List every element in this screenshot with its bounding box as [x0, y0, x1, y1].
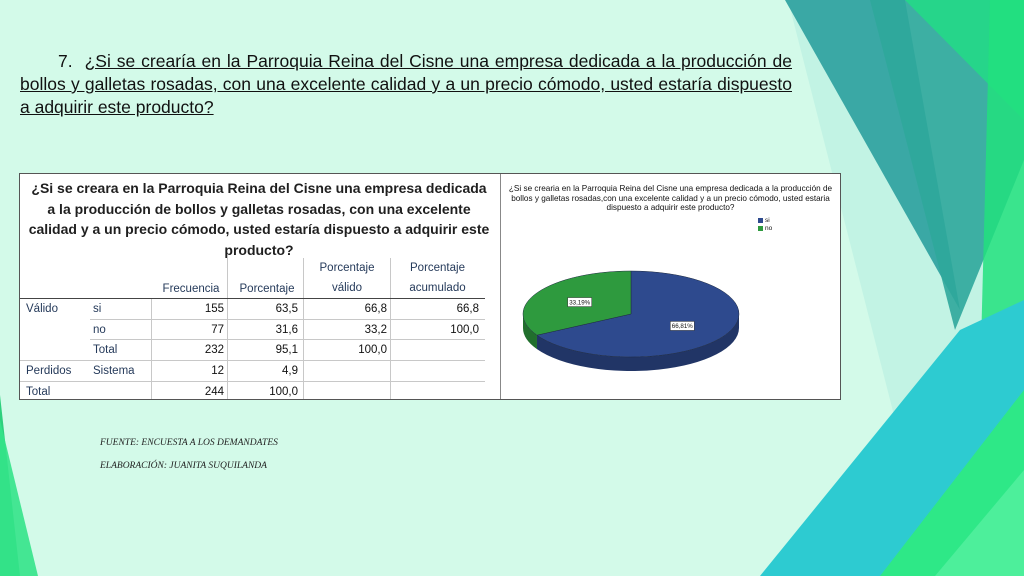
svg-text:33,19%: 33,19% [569, 299, 591, 307]
header-frecuencia: Frecuencia [162, 283, 220, 295]
cell-frecuencia: 12 [211, 365, 224, 377]
footer-elaboracion: ELABORACIÓN: JUANITA SUQUILANDA [100, 461, 267, 471]
cell-acumulado: 66,8 [456, 303, 479, 315]
svg-text:66,81%: 66,81% [671, 323, 693, 331]
pie-label-si [670, 321, 694, 330]
cell-porcentaje: 31,6 [275, 324, 298, 336]
row-label-no: no [93, 324, 106, 336]
row-label-sistema: Sistema [93, 365, 135, 377]
legend-label-no: no [765, 224, 773, 232]
cell-frecuencia: 244 [204, 386, 224, 398]
table-title: ¿Si se creara en la Parroquia Reina del Cisne una empresa dedicada a la producción de bollos y galletas rosadas, con una excelente calidad y a un precio cómodo, usted estaría dispuesto a adquirir este producto? [28, 180, 490, 258]
question-number: 7. [58, 51, 73, 71]
bg-shape-left-green [0, 420, 38, 576]
cell-frecuencia: 232 [204, 344, 224, 356]
cell-valido: 66,8 [364, 303, 387, 315]
cell-porcentaje: 4,9 [282, 365, 298, 377]
chart-title: ¿Si se crearia en la Parroquia Reina del Cisne una empresa dedicada a la producción de bollos y galletas rosadas,con una excelente calidad y a un precio cómodo, usted estaria dispuesto a adquirir este producto? [508, 184, 833, 212]
question-heading [20, 50, 792, 119]
header-acumulado-line2: acumulado [409, 282, 466, 294]
row-label-si: si [93, 303, 102, 315]
cell-frecuencia: 77 [211, 324, 224, 336]
cell-valido: 100,0 [358, 344, 387, 356]
row-label-total: Total [93, 344, 118, 356]
pie-chart-svg [501, 174, 840, 399]
question-text: ¿Si se crearía en la Parroquia Reina del Cisne una empresa dedicada a la producción de bollos y galletas rosadas, con una excelente calidad y a un precio cómodo, usted estaría dispuesto a adquirir este producto? [20, 51, 792, 117]
header-valido-line2: válido [331, 282, 363, 294]
pie-label-no [568, 298, 592, 307]
cell-porcentaje: 95,1 [275, 344, 298, 356]
cell-frecuencia: 155 [204, 303, 224, 315]
header-valido-line1: Porcentaje [319, 262, 375, 274]
frequency-table [20, 174, 501, 399]
group-perdidos: Perdidos [26, 365, 72, 377]
footer-fuente: FUENTE: ENCUESTA A LOS DEMANDATES [100, 438, 278, 448]
results-panel [19, 173, 841, 400]
cell-valido: 33,2 [364, 324, 387, 336]
legend-label-si: si [765, 216, 770, 224]
cell-acumulado: 100,0 [450, 324, 479, 336]
group-total: Total [26, 386, 51, 398]
pie-chart [501, 174, 840, 399]
group-valido: Válido [26, 303, 58, 315]
cell-porcentaje: 100,0 [269, 386, 298, 398]
header-porcentaje: Porcentaje [239, 283, 295, 295]
header-acumulado-line1: Porcentaje [410, 262, 465, 274]
cell-porcentaje: 63,5 [275, 303, 298, 315]
